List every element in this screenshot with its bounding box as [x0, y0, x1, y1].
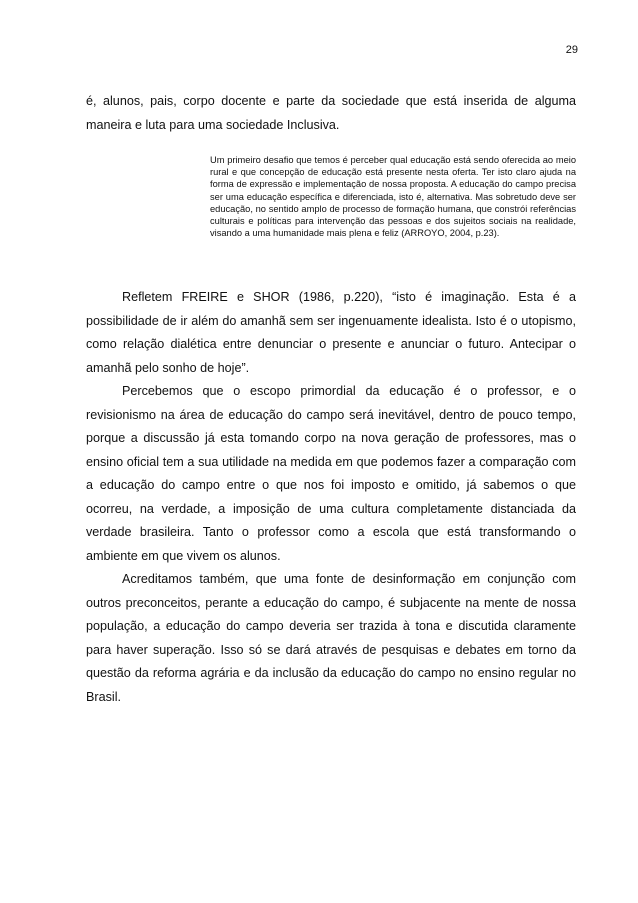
paragraph-freire-shor: Refletem FREIRE e SHOR (1986, p.220), “isto é imaginação. Esta é a possibilidade de ir além do amanhã sem ser ingenuamente idealista. Isto é o utopismo, como relação dialética entre denunciar o presente e anunciar o futuro. Antecipar o amanhã pelo sonho de hoje”. [86, 290, 576, 375]
main-paragraphs [86, 286, 576, 709]
paragraph-continuation: é, alunos, pais, corpo docente e parte da sociedade que está inserida de alguma maneira e luta para uma sociedade Inclusiva. [86, 94, 576, 132]
block-quote: Um primeiro desafio que temos é perceber qual educação está sendo oferecida ao meio rural e que concepção de educação está presente nesta oferta. Ter isto claro ajuda na forma de expressão e implementação de nossa proposta. A educação do campo precisa ser uma educação específica e diferenciada, isto é, alternativa. Mas sobretudo deve ser educação, no sentido amplo de processo de formação humana, que constrói referências culturais e políticas para intervenção das pessoas e dos sujeitos sociais na realidade, visando a uma humanidade mais plena e feliz (ARROYO, 2004, p.23). [210, 155, 576, 239]
paragraph-escopo: Percebemos que o escopo primordial da educação é o professor, e o revisionismo na área de educação do campo será inevitável, dentro de pouco tempo, porque a discussão já esta tomando corpo na nova geração de professores, mas o ensino oficial tem a sua utilidade na medida em que podemos fazer a comparação com a educação do campo entre o que nos foi imposto e omitido, já sabemos o que ocorreu, na verdade, a imposição de uma cultura completamente distanciada da verdade brasileira. Tanto o professor como a escola que está transformando o ambiente em que vivem os alunos. [86, 384, 576, 563]
paragraph-acreditamos: Acreditamos também, que uma fonte de desinformação em conjunção com outros preconceitos, perante a educação do campo, é subjacente na mente de nossa população, a educação do campo deveria ser trazida à tona e discutida claramente para haver superação. Isso só se dará através de pesquisas e debates em torno da questão da reforma agrária e da inclusão da educação do campo no ensino regular no Brasil. [86, 572, 576, 704]
page-number: 29 [565, 44, 578, 56]
